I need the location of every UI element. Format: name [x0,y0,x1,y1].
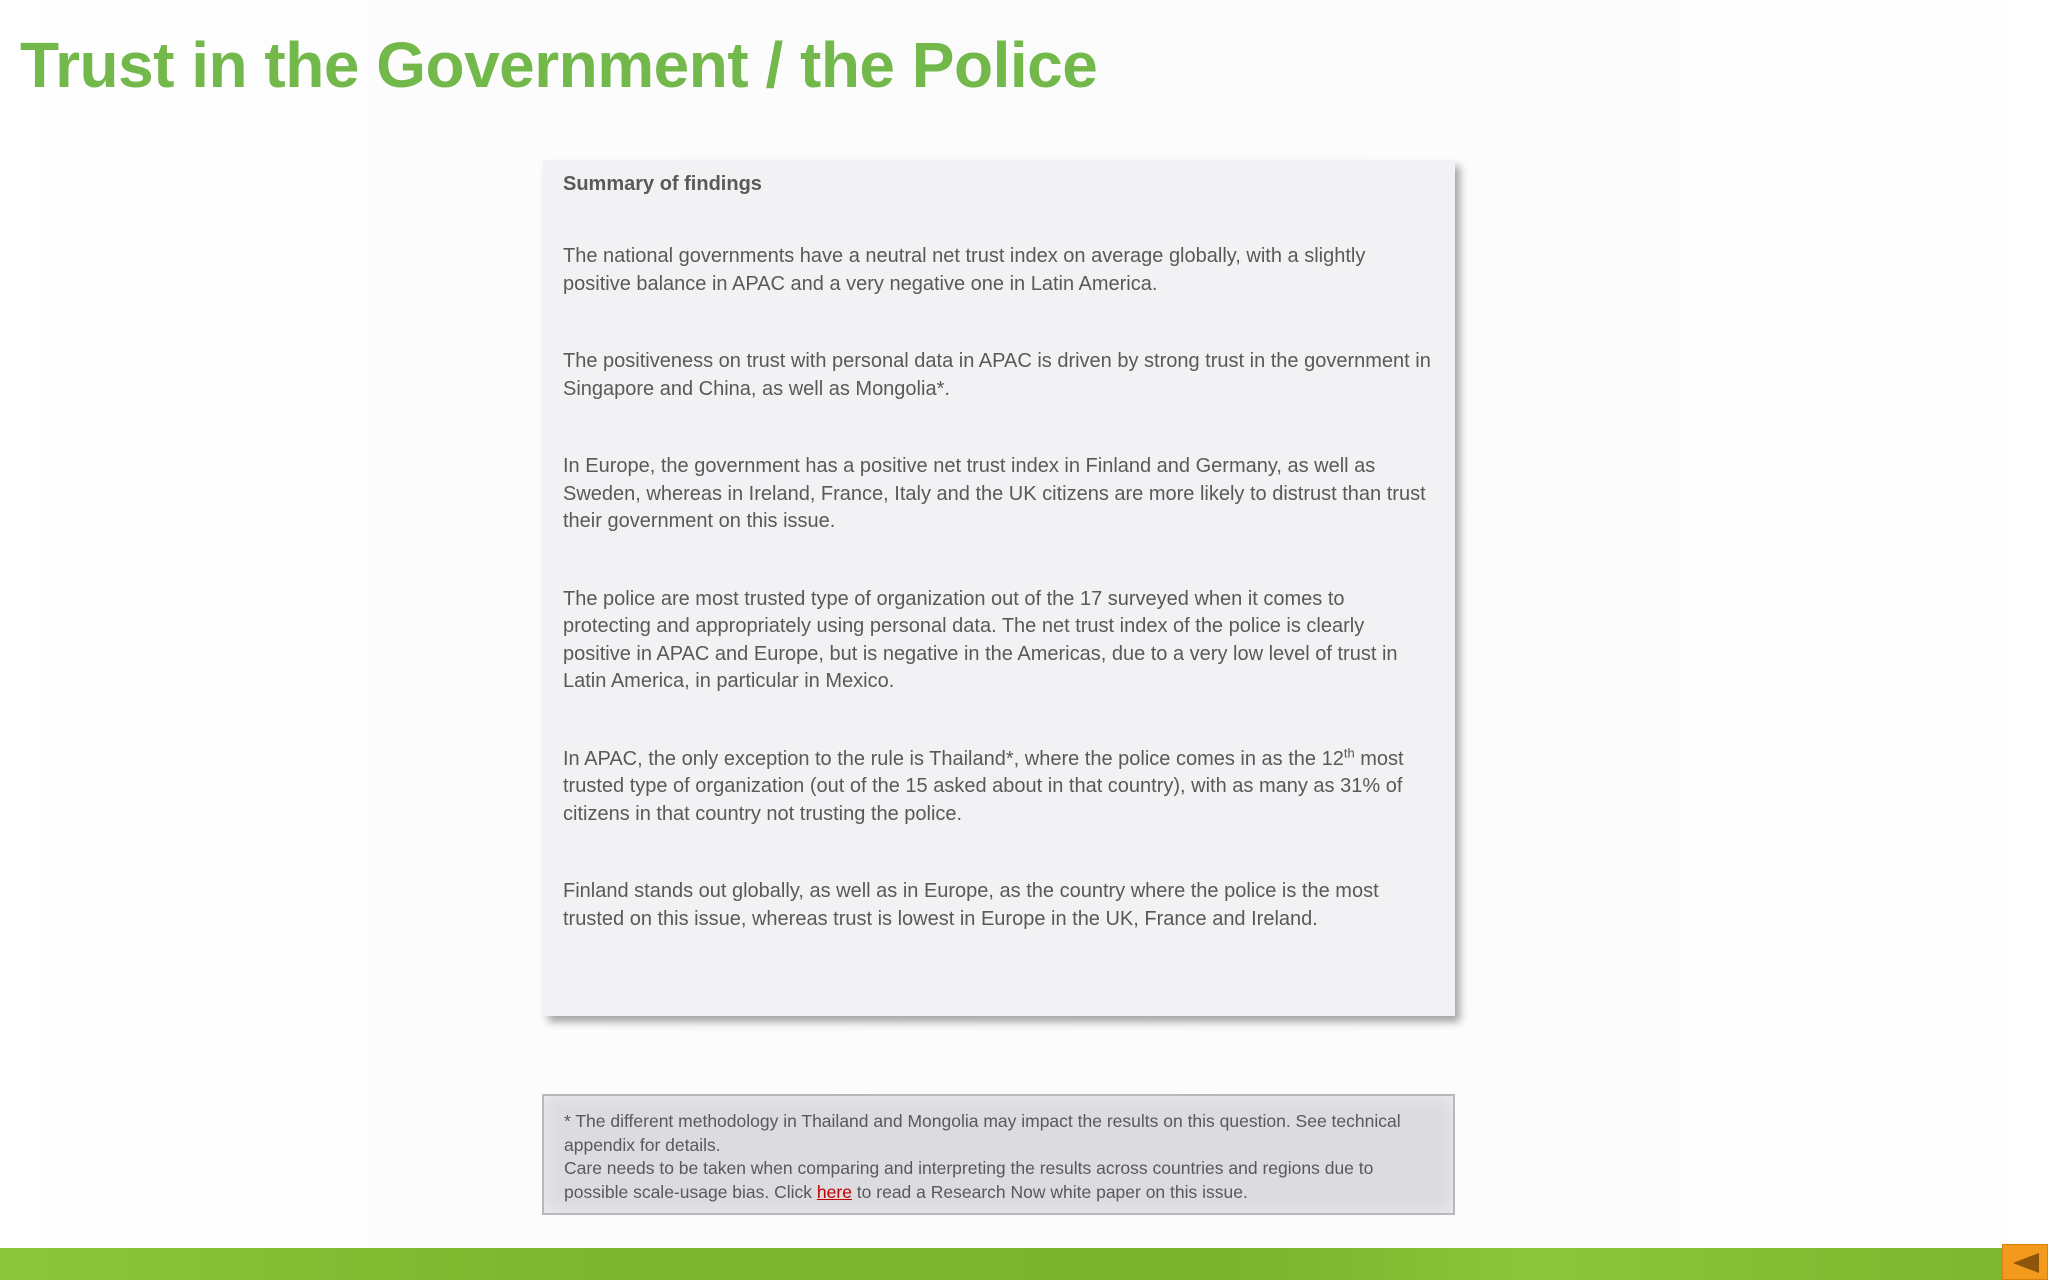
scale-bias-text-start: Care needs to be taken when comparing and interpreting the results across countries and regions due to possible scale-usage bias. Click [564,1158,1374,1202]
triangle-left-icon [2011,1251,2041,1275]
methodology-note [542,1094,1455,1215]
finding-global-government: The national governments have a neutral net trust index on average globally, with a slightly positive balance in APAC and a very negative one in Latin America. [563,245,1366,295]
footer-bar [0,1248,2048,1280]
summary-box [543,160,1455,1016]
finding-apac-government: The positiveness on trust with personal data in APAC is driven by strong trust in the government in Singapore and China, as well as Mongolia*. [563,350,1431,400]
finding-finland-police: Finland stands out globally, as well as in Europe, as the country where the police is the most trusted on this issue, whereas trust is lowest in Europe in the UK, France and Ireland. [563,880,1379,930]
summary-heading: Summary of findings [563,173,762,195]
finding-apac-police-thailand [563,746,1433,829]
scale-bias-text-end: to read a Research Now white paper on this issue. [851,1181,1248,1202]
methodology-note-line: * The different methodology in Thailand and Mongolia may impact the results on this question. See technical appendix for details. [564,1111,1401,1155]
scale-bias-note-line [564,1157,1433,1204]
back-navigation-button[interactable] [2002,1244,2048,1280]
slide-title: Trust in the Government / the Police [20,29,1098,101]
thailand-text-end: most trusted type of organization (out of the 15 asked about in that country), with as many as 31% of citizens in that country not trusting the police. [563,747,1404,825]
ordinal-suffix: th [1343,744,1355,760]
thailand-text-start: In APAC, the only exception to the rule is Thailand*, where the police comes in as the 12 [563,747,1344,770]
finding-europe-government: In Europe, the government has a positive net trust index in Finland and Germany, as well as Sweden, whereas in Ireland, France, Italy and the UK citizens are more likely to distrust than trust their government on this issue. [563,455,1426,532]
white-paper-link[interactable]: here [816,1181,852,1202]
finding-police-global: The police are most trusted type of organization out of the 17 surveyed when it comes to protecting and appropriately using personal data. The net trust index of the police is clearly positive in APAC and Europe, but is negative in the Americas, due to a very low level of trust in Latin America, in particular in Mexico. [563,587,1398,692]
